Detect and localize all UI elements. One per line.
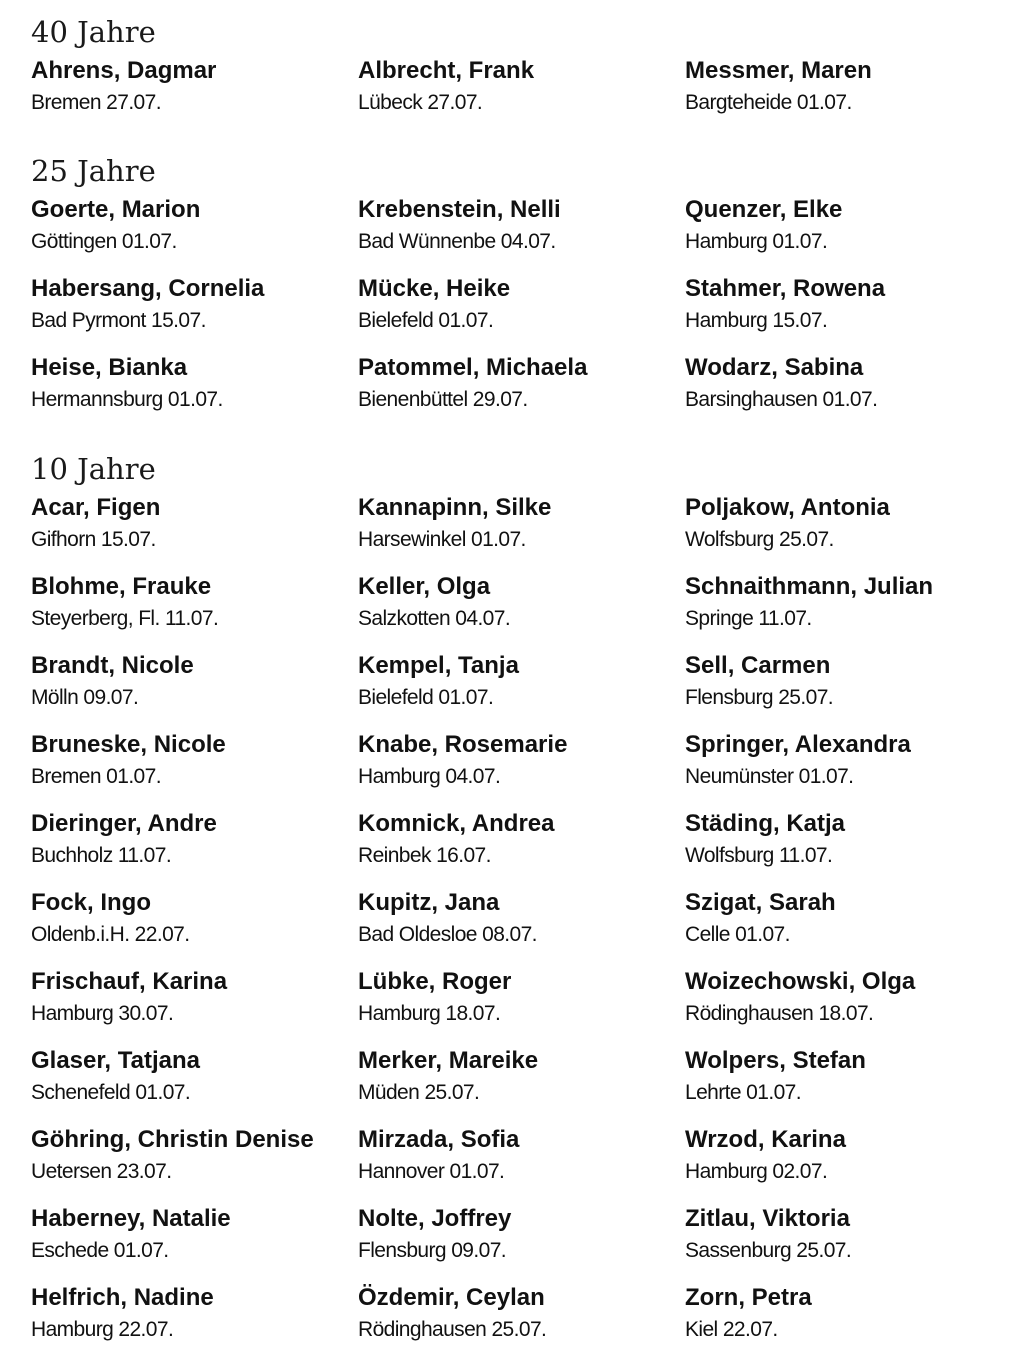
- list-item: [31, 570, 358, 649]
- list-item: [31, 1123, 358, 1202]
- section-spacer: [31, 133, 991, 149]
- person-name: Sell, Carmen: [685, 652, 831, 679]
- list-item: [358, 272, 685, 351]
- list-item: [685, 1202, 991, 1281]
- person-location-date: Oldenb.i.H. 22.07.: [31, 923, 190, 946]
- person-name: Haberney, Natalie: [31, 1205, 231, 1232]
- person-location-date: Celle 01.07.: [685, 923, 790, 946]
- person-name: Messmer, Maren: [685, 57, 872, 84]
- person-name: Albrecht, Frank: [358, 57, 535, 84]
- section-title: 25 Jahre: [31, 154, 156, 188]
- section-title: 40 Jahre: [31, 15, 156, 49]
- list-item: [31, 193, 358, 272]
- person-name: Zorn, Petra: [685, 1284, 812, 1311]
- person-location-date: Flensburg 09.07.: [358, 1239, 507, 1262]
- person-name: Wodarz, Sabina: [685, 354, 864, 381]
- list-item: [31, 272, 358, 351]
- person-location-date: Uetersen 23.07.: [31, 1160, 172, 1183]
- person-location-date: Hamburg 30.07.: [31, 1002, 174, 1025]
- list-item: [685, 649, 991, 728]
- list-item: [685, 1281, 991, 1360]
- list-item: [31, 886, 358, 965]
- person-location-date: Bad Wünnenbe 04.07.: [358, 230, 556, 253]
- list-item: [31, 728, 358, 807]
- person-name: Städing, Katja: [685, 810, 846, 837]
- person-location-date: Harsewinkel 01.07.: [358, 528, 526, 551]
- list-item: [685, 728, 991, 807]
- list-item: [685, 1123, 991, 1202]
- list-item: [685, 965, 991, 1044]
- person-location-date: Bienenbüttel 29.07.: [358, 388, 528, 411]
- person-location-date: Bad Pyrmont 15.07.: [31, 309, 206, 332]
- person-name: Keller, Olga: [358, 573, 491, 600]
- entry-grid: [31, 54, 991, 133]
- list-item: [31, 1281, 358, 1360]
- person-name: Wolpers, Stefan: [685, 1047, 866, 1074]
- person-location-date: Barsinghausen 01.07.: [685, 388, 878, 411]
- person-location-date: Hamburg 22.07.: [31, 1318, 174, 1341]
- person-name: Özdemir, Ceylan: [358, 1284, 545, 1311]
- list-item: [31, 1044, 358, 1123]
- section-title: 10 Jahre: [31, 452, 156, 486]
- person-name: Patommel, Michaela: [358, 354, 588, 381]
- entry-grid: [31, 193, 991, 430]
- person-name: Lübke, Roger: [358, 968, 512, 995]
- list-item: [31, 54, 358, 133]
- list-item: [31, 807, 358, 886]
- person-location-date: Hamburg 18.07.: [358, 1002, 501, 1025]
- person-name: Acar, Figen: [31, 494, 161, 521]
- list-item: [358, 1044, 685, 1123]
- person-name: Schnaithmann, Julian: [685, 573, 934, 600]
- list-item: [358, 351, 685, 430]
- person-location-date: Salzkotten 04.07.: [358, 607, 511, 630]
- person-name: Heise, Bianka: [31, 354, 188, 381]
- person-location-date: Steyerberg, Fl. 11.07.: [31, 607, 219, 630]
- person-location-date: Bargteheide 01.07.: [685, 91, 852, 114]
- person-location-date: Göttingen 01.07.: [31, 230, 177, 253]
- person-name: Mücke, Heike: [358, 275, 511, 302]
- person-location-date: Lübeck 27.07.: [358, 91, 483, 114]
- person-name: Knabe, Rosemarie: [358, 731, 568, 758]
- person-location-date: Flensburg 25.07.: [685, 686, 834, 709]
- person-name: Fock, Ingo: [31, 889, 151, 916]
- person-location-date: Hamburg 01.07.: [685, 230, 828, 253]
- person-location-date: Bielefeld 01.07.: [358, 309, 494, 332]
- person-name: Stahmer, Rowena: [685, 275, 886, 302]
- person-location-date: Hamburg 04.07.: [358, 765, 501, 788]
- list-item: [358, 1281, 685, 1360]
- person-name: Dieringer, Andre: [31, 810, 217, 837]
- person-location-date: Wolfsburg 25.07.: [685, 528, 834, 551]
- person-name: Blohme, Frauke: [31, 573, 212, 600]
- list-item: [358, 728, 685, 807]
- list-item: [685, 570, 991, 649]
- list-item: [685, 272, 991, 351]
- list-item: [358, 1123, 685, 1202]
- person-location-date: Bielefeld 01.07.: [358, 686, 494, 709]
- list-item: [685, 807, 991, 886]
- list-item: [358, 1202, 685, 1281]
- person-name: Habersang, Cornelia: [31, 275, 265, 302]
- list-item: [358, 886, 685, 965]
- section-spacer: [31, 430, 991, 447]
- person-location-date: Hermannsburg 01.07.: [31, 388, 223, 411]
- person-location-date: Hamburg 02.07.: [685, 1160, 828, 1183]
- person-location-date: Wolfsburg 11.07.: [685, 844, 833, 867]
- anniversary-list: [31, 10, 991, 1360]
- list-item: [358, 193, 685, 272]
- list-item: [31, 491, 358, 570]
- person-name: Szigat, Sarah: [685, 889, 836, 916]
- person-name: Brandt, Nicole: [31, 652, 194, 679]
- person-name: Merker, Mareike: [358, 1047, 539, 1074]
- person-location-date: Gifhorn 15.07.: [31, 528, 156, 551]
- person-location-date: Reinbek 16.07.: [358, 844, 491, 867]
- person-name: Mirzada, Sofia: [358, 1126, 520, 1153]
- person-location-date: Hamburg 15.07.: [685, 309, 828, 332]
- person-location-date: Sassenburg 25.07.: [685, 1239, 852, 1262]
- person-name: Kannapinn, Silke: [358, 494, 552, 521]
- list-item: [358, 54, 685, 133]
- list-item: [358, 491, 685, 570]
- person-name: Nolte, Joffrey: [358, 1205, 512, 1232]
- person-name: Helfrich, Nadine: [31, 1284, 214, 1311]
- person-location-date: Kiel 22.07.: [685, 1318, 778, 1341]
- person-name: Wrzod, Karina: [685, 1126, 846, 1153]
- person-location-date: Bad Oldesloe 08.07.: [358, 923, 537, 946]
- list-item: [31, 1202, 358, 1281]
- list-item: [685, 886, 991, 965]
- list-item: [358, 570, 685, 649]
- person-name: Krebenstein, Nelli: [358, 196, 561, 223]
- list-item: [358, 965, 685, 1044]
- person-name: Woizechowski, Olga: [685, 968, 916, 995]
- person-name: Goerte, Marion: [31, 196, 201, 223]
- person-location-date: Neumünster 01.07.: [685, 765, 854, 788]
- person-location-date: Buchholz 11.07.: [31, 844, 172, 867]
- person-name: Frischauf, Karina: [31, 968, 228, 995]
- section-40-jahre: [31, 10, 991, 133]
- person-location-date: Eschede 01.07.: [31, 1239, 169, 1262]
- person-name: Quenzer, Elke: [685, 196, 843, 223]
- person-name: Zitlau, Viktoria: [685, 1205, 850, 1232]
- list-item: [358, 649, 685, 728]
- list-item: [685, 1044, 991, 1123]
- person-location-date: Hannover 01.07.: [358, 1160, 505, 1183]
- person-location-date: Bremen 01.07.: [31, 765, 161, 788]
- list-item: [685, 491, 991, 570]
- person-location-date: Schenefeld 01.07.: [31, 1081, 191, 1104]
- person-name: Ahrens, Dagmar: [31, 57, 217, 84]
- list-item: [31, 649, 358, 728]
- person-location-date: Bremen 27.07.: [31, 91, 161, 114]
- list-item: [31, 965, 358, 1044]
- person-name: Springer, Alexandra: [685, 731, 911, 758]
- person-name: Göhring, Christin Denise: [31, 1126, 314, 1153]
- person-name: Bruneske, Nicole: [31, 731, 226, 758]
- person-location-date: Springe 11.07.: [685, 607, 812, 630]
- person-name: Komnick, Andrea: [358, 810, 555, 837]
- list-item: [685, 193, 991, 272]
- person-location-date: Rödinghausen 25.07.: [358, 1318, 547, 1341]
- list-item: [358, 807, 685, 886]
- person-location-date: Lehrte 01.07.: [685, 1081, 801, 1104]
- section-10-jahre: [31, 447, 991, 1360]
- list-item: [31, 351, 358, 430]
- person-name: Kempel, Tanja: [358, 652, 519, 679]
- person-location-date: Mölln 09.07.: [31, 686, 139, 709]
- section-25-jahre: [31, 149, 991, 430]
- entry-grid: [31, 491, 991, 1360]
- person-name: Glaser, Tatjana: [31, 1047, 200, 1074]
- person-location-date: Rödinghausen 18.07.: [685, 1002, 874, 1025]
- list-item: [685, 351, 991, 430]
- list-item: [685, 54, 991, 133]
- person-location-date: Müden 25.07.: [358, 1081, 480, 1104]
- person-name: Poljakow, Antonia: [685, 494, 890, 521]
- person-name: Kupitz, Jana: [358, 889, 500, 916]
